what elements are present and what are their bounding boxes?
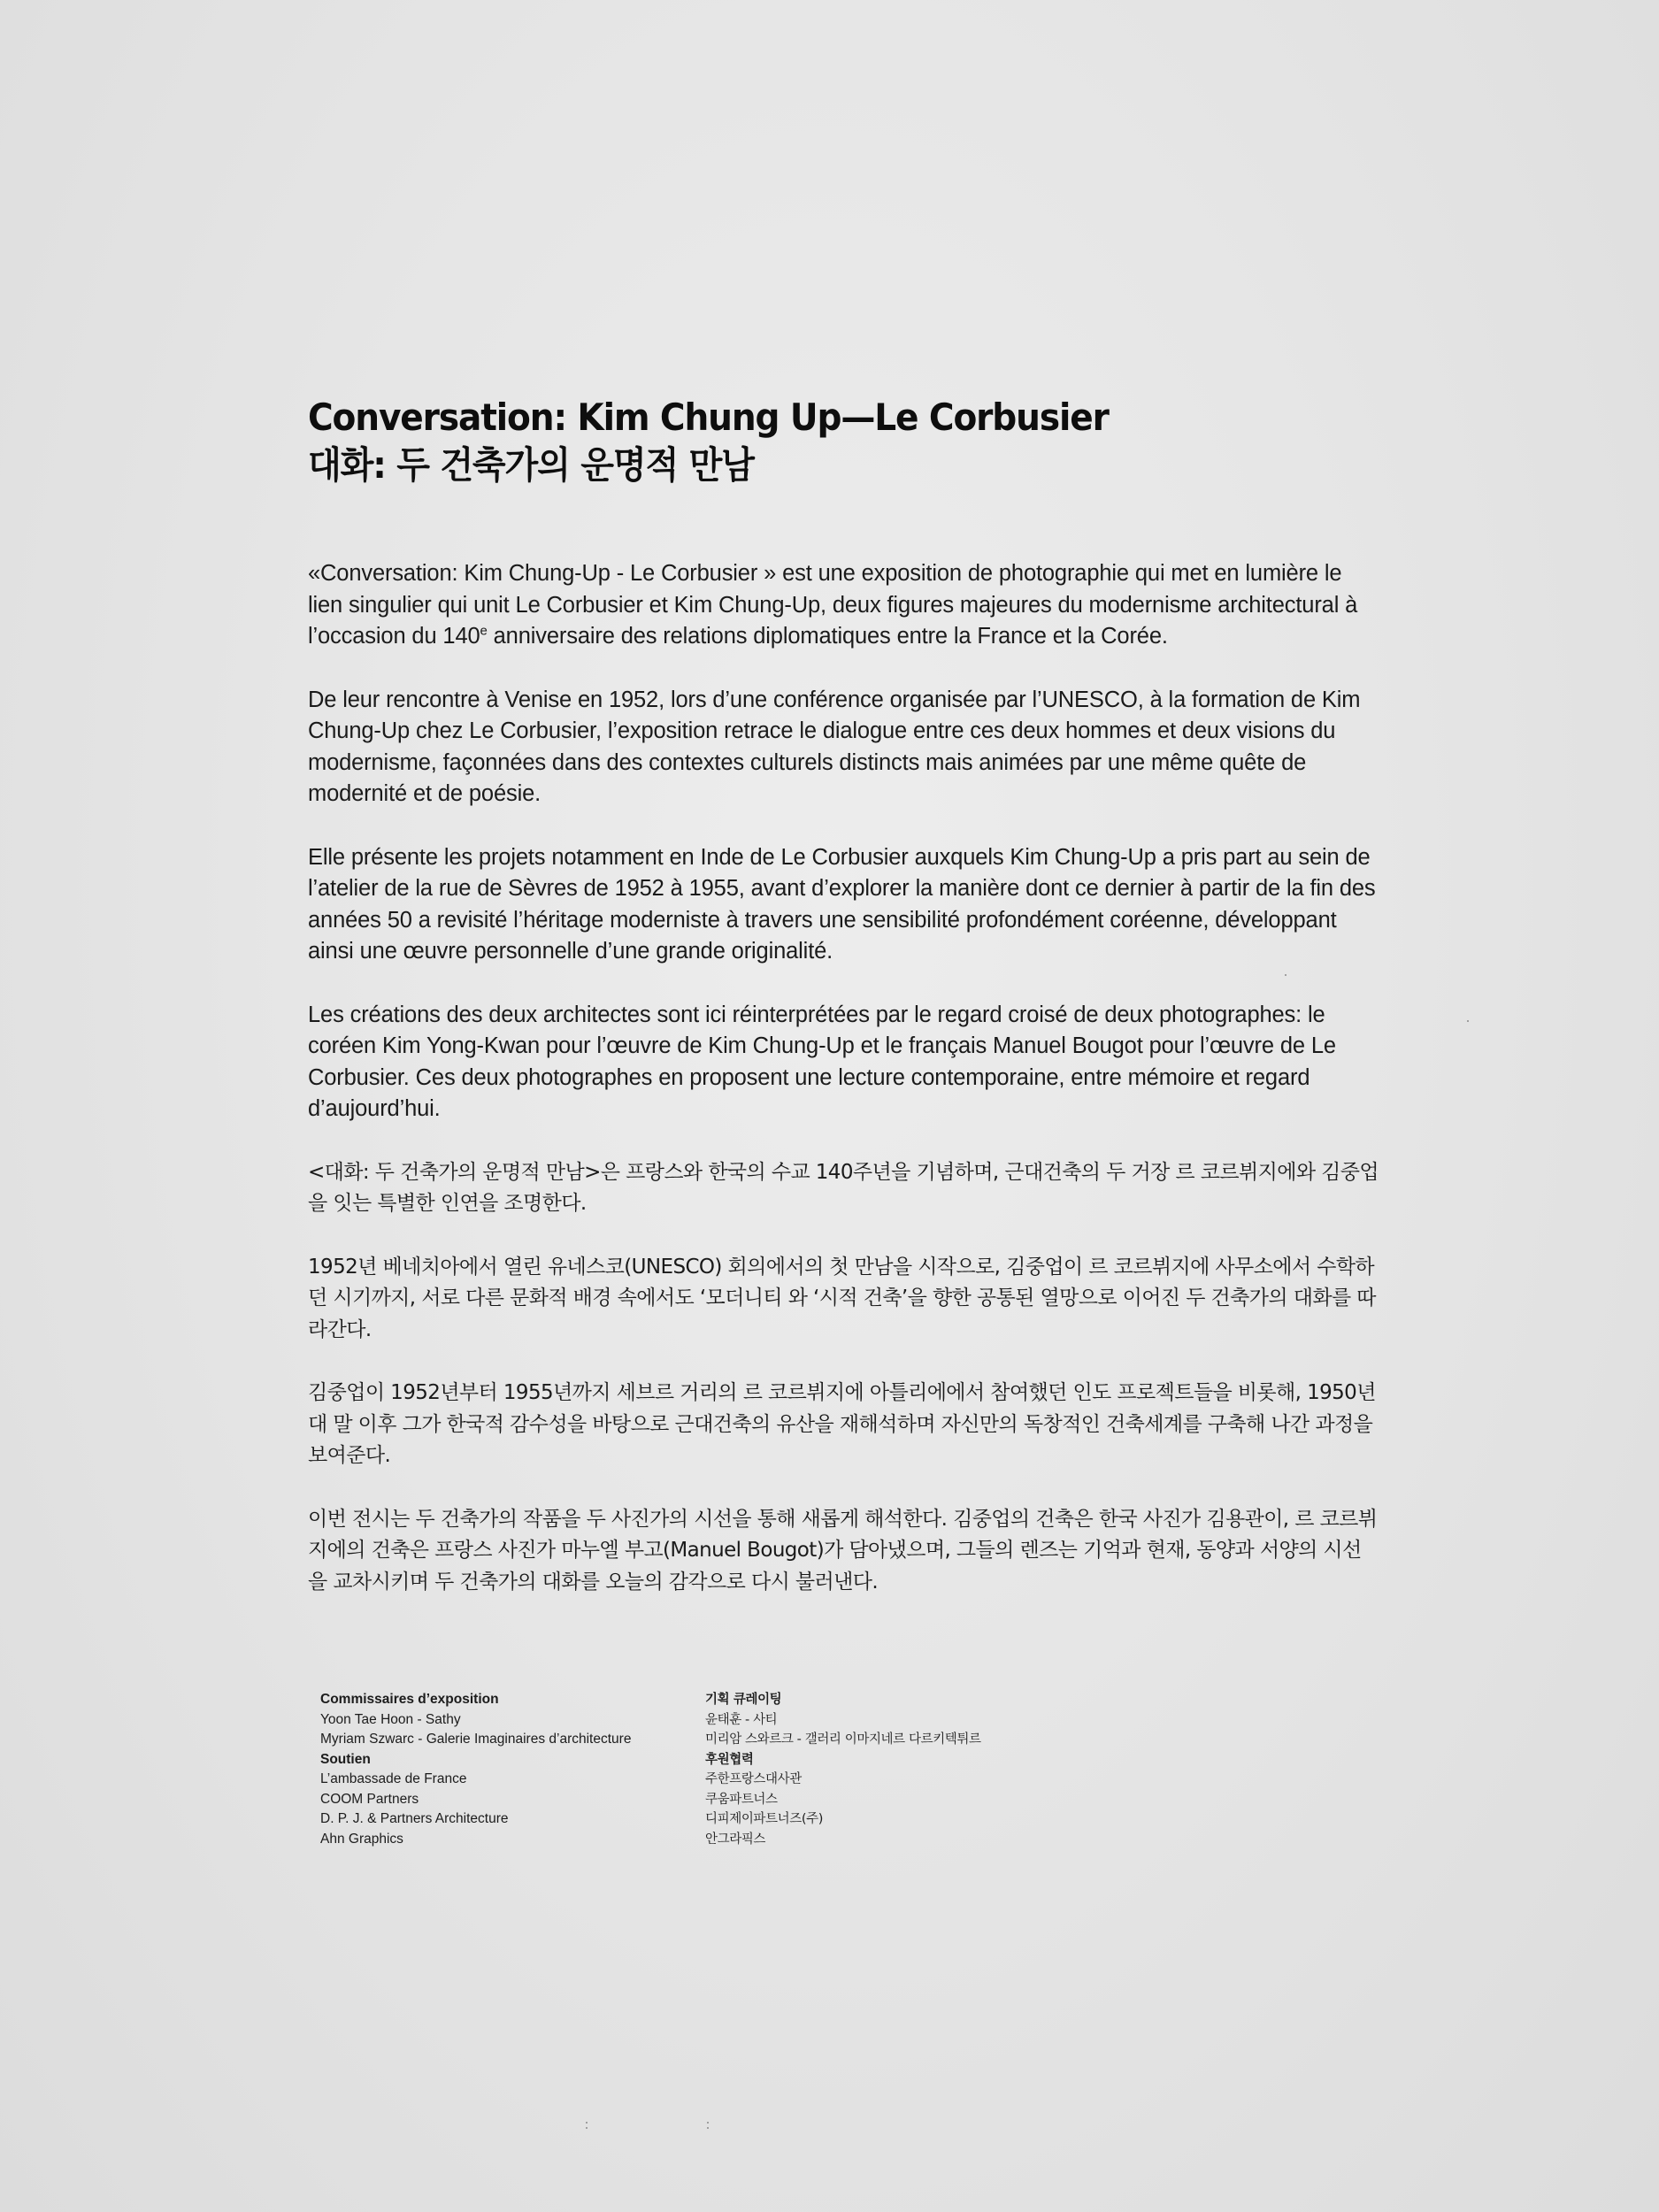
wall-speck xyxy=(586,2122,588,2124)
ordinal-superscript: e xyxy=(480,623,488,639)
curators-heading-ko: 기획 큐레이팅 xyxy=(705,1693,782,1707)
paragraph-fr-4: Les créations des deux architectes sont ici réinterprétées par le regard croisé de deux photographes: le coréen Kim Yong-Kwan pour l’œuvre de Kim Chung-Up et le français Manuel Bougot pour l’œuvre de Le Corbusier. Ces deux photographes en proposent une lecture contemporaine, entre mémoire et regard d’aujourd’hui. xyxy=(308,1002,1336,1121)
paragraph-fr-1-text-b: anniversaire des relations diplomatiques entre la France et la Corée. xyxy=(487,624,1168,649)
supporter-ko-4: 안그라픽스 xyxy=(705,1832,766,1847)
wall-speck xyxy=(707,2127,709,2129)
support-heading-ko: 후원협력 xyxy=(705,1752,754,1767)
credits-french-column xyxy=(320,1690,705,1849)
paragraph-ko-2: 1952년 베네치아에서 열린 유네스코(UNESCO) 회의에서의 첫 만남을 시작으로, 김중업이 르 코르뷔지에 사무소에서 수학하던 시기까지, 서로 다른 문화적 배경 속에서도 ‘모더니티 와 ‘시적 건축’을 향한 공통된 열망으로 이어진 두 건축가의 대화를 따라간다. xyxy=(308,1255,1376,1341)
paragraph-fr-2: De leur rencontre à Venise en 1952, lors d’une conférence organisée par l’UNESCO, à la formation de Kim Chung-Up chez Le Corbusier, l’exposition retrace le dialogue entre ces deux hommes et deux visions du modernisme, façonnées dans des contextes culturels distincts mais animées par une même quête de modernité et de poésie. xyxy=(308,687,1361,806)
wall-speck xyxy=(707,2122,709,2124)
credits-korean-column xyxy=(705,1690,1090,1849)
support-heading-fr: Soutien xyxy=(320,1751,371,1767)
paragraph-ko-1: <대화: 두 건축가의 운명적 만남>은 프랑스와 한국의 수교 140주년을 기념하며, 근대건축의 두 거장 르 코르뷔지에와 김중업을 잇는 특별한 인연을 조명한다. xyxy=(308,1160,1379,1215)
supporter-fr-3: D. P. J. & Partners Architecture xyxy=(320,1811,509,1826)
curators-heading-fr: Commissaires d’exposition xyxy=(320,1692,499,1707)
credits-section xyxy=(320,1690,1117,1849)
supporter-ko-2: 쿠움파트너스 xyxy=(705,1792,778,1807)
supporter-fr-1: L’ambassade de France xyxy=(320,1771,467,1786)
wall-speck xyxy=(1285,974,1286,976)
wall-text-panel xyxy=(308,394,1379,1630)
supporter-fr-4: Ahn Graphics xyxy=(320,1831,403,1847)
curator-fr-1: Yoon Tae Hoon - Sathy xyxy=(320,1711,461,1727)
supporter-ko-3: 디피제이파트너즈(주) xyxy=(705,1812,823,1826)
supporter-ko-1: 주한프랑스대사관 xyxy=(705,1772,802,1786)
curator-fr-2: Myriam Szwarc - Galerie Imaginaires d’architecture xyxy=(320,1732,632,1747)
title-korean: 대화: 두 건축가의 운명적 만남 xyxy=(308,443,754,487)
paragraph-ko-4: 이번 전시는 두 건축가의 작품을 두 사진가의 시선을 통해 새롭게 해석한다. 김중업의 건축은 한국 사진가 김용관이, 르 코르뷔지에의 건축은 프랑스 사진가 마누엘 부고(Manuel Bougot)가 담아냈으며, 그들의 렌즈는 기억과 현재, 동양과 서양의 시선을 교차시키며 두 건축가의 대화를 오늘의 감각으로 다시 불러낸다. xyxy=(308,1507,1378,1594)
wall-speck xyxy=(586,2127,588,2129)
paragraph-fr-1 xyxy=(308,558,1379,653)
paragraph-ko-3: 김중업이 1952년부터 1955년까지 세브르 거리의 르 코르뷔지에 아틀리에에서 참여했던 인도 프로젝트들을 비롯해, 1950년대 말 이후 그가 한국적 감수성을 바탕으로 근대건축의 유산을 재해석하며 자신만의 독창적인 건축세계를 구축해 나간 과정을 보여준다. xyxy=(308,1381,1376,1467)
title-french: Conversation: Kim Chung Up—Le Corbusier xyxy=(308,396,1109,439)
paragraph-fr-3: Elle présente les projets notamment en Inde de Le Corbusier auxquels Kim Chung-Up a pris part au sein de l’atelier de la rue de Sèvres de 1952 à 1955, avant d’explorer la manière dont ce dernier à partir de la fin des années 50 a revisité l’héritage moderniste à travers une sensibilité profondément coréenne, développant ainsi une œuvre personnelle d’une grande originalité. xyxy=(308,844,1376,964)
supporter-fr-2: COOM Partners xyxy=(320,1791,419,1807)
curator-ko-2: 미리암 스와르크 - 갤러리 이마지네르 다르키텍튀르 xyxy=(705,1732,981,1747)
curator-ko-1: 윤태훈 - 사티 xyxy=(705,1712,778,1727)
exhibition-title xyxy=(308,394,1379,489)
paragraph-fr-1-text-a: «Conversation: Kim Chung-Up - Le Corbusier » est une exposition de photographie qui met en lumière le lien singulier qui unit Le Corbusier et Kim Chung-Up, deux figures majeures du modernisme architectural à l’occasion du 140 xyxy=(308,561,1358,649)
wall-speck xyxy=(1467,1020,1469,1022)
